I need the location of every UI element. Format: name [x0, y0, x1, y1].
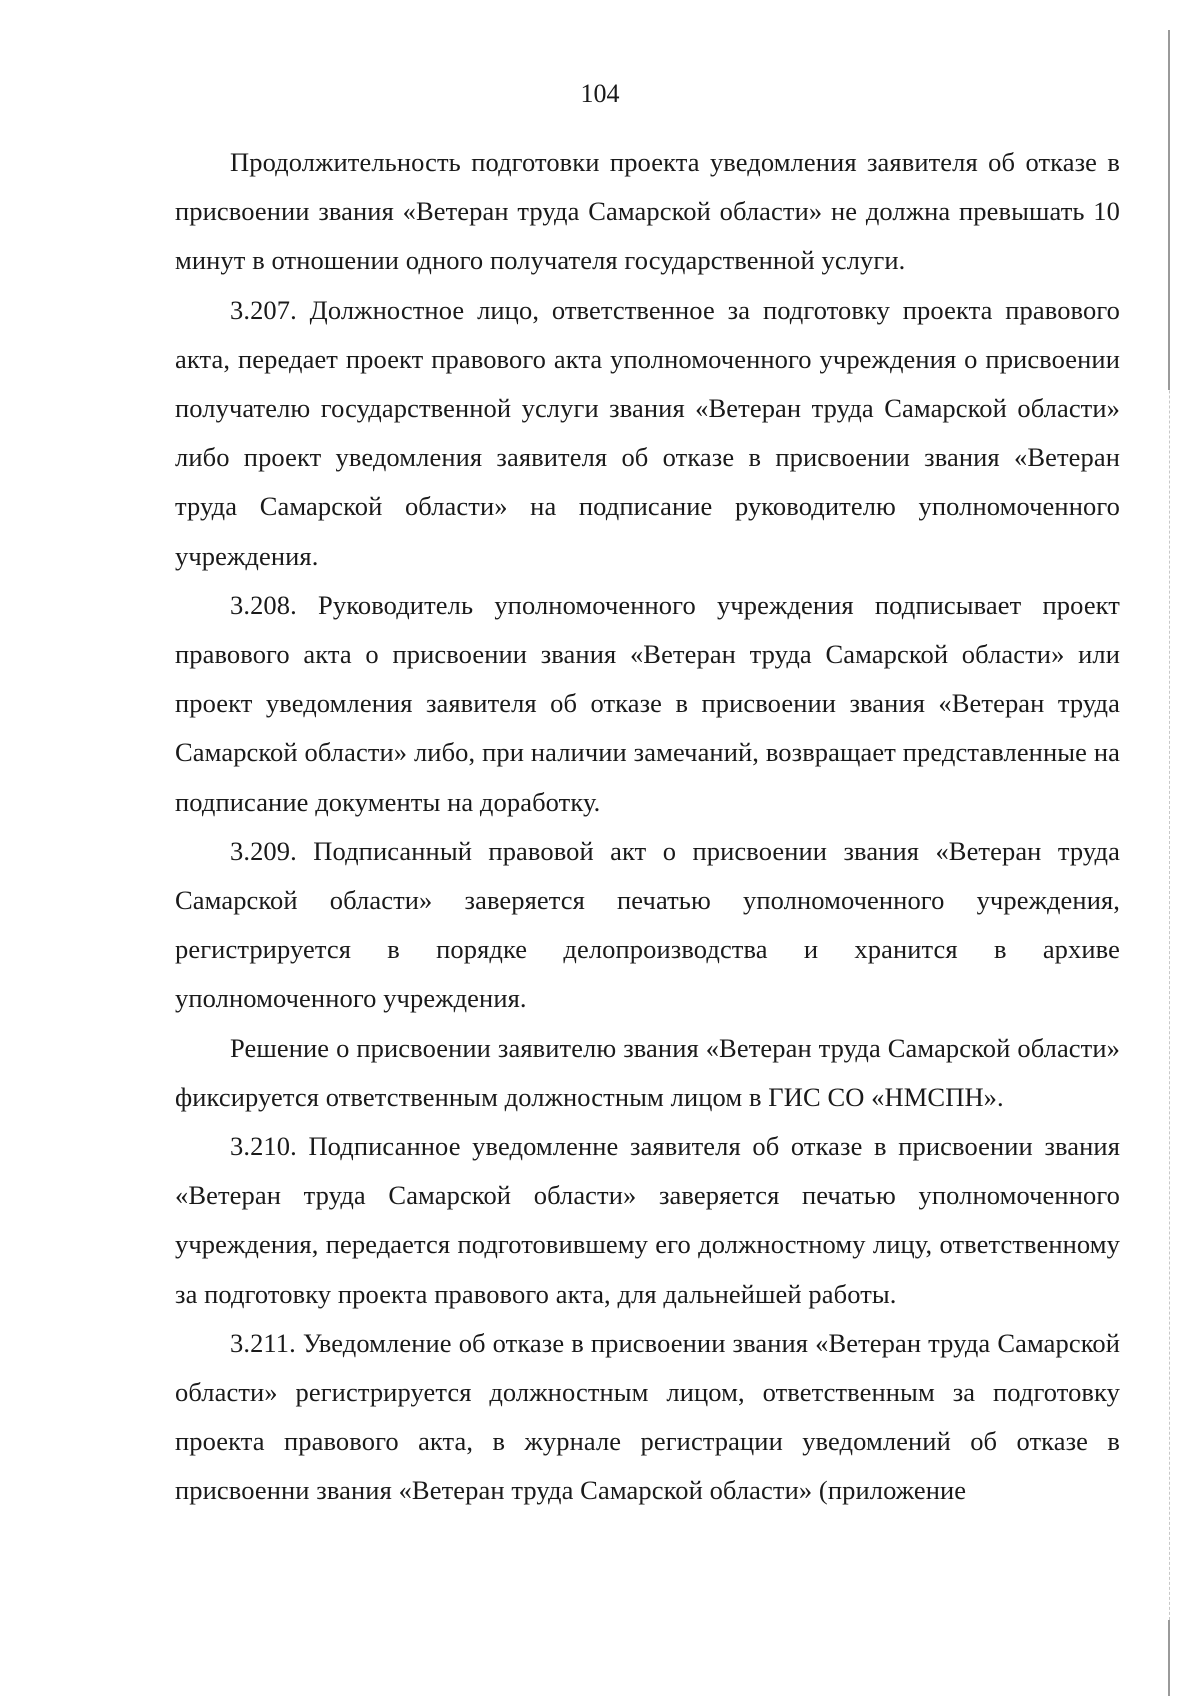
- page-number: 104: [580, 79, 620, 108]
- scan-edge-mark-bottom: [1168, 1620, 1170, 1696]
- paragraph-3-210: 3.210. Подписанное уведомленне заявителя об отказе в присвоении звания «Ветеран труда Самарской области» заверяется печатью уполномоченного учреждения, передается подготовившему его должностному лицу, ответственному за подготовку проекта правового акта, для дальнейшей работы.: [175, 1131, 1120, 1309]
- paragraph-3-207: 3.207. Должностное лицо, ответственное за подготовку проекта правового акта, передает проект правового акта уполномоченного учреждения о присвоении получателю государственной услуги звания «Ветеран труда Самарской области» либо проект уведомления заявителя об отказе в присвоении звания «Ветеран труда Самарской области» на подписание руководителю уполномоченного учреждения.: [175, 294, 1120, 571]
- paragraph-3-209: 3.209. Подписанный правовой акт о присвоении звания «Ветеран труда Самарской области» заверяется печатью уполномоченного учреждения, регистрируется в порядке делопроизводства и хранится в архиве уполномоченного учреждения.: [175, 835, 1120, 1014]
- paragraph-3-208: 3.208. Руководитель уполномоченного учреждения подписывает проект правового акта о присвоении звания «Ветеран труда Самарской области» или проект уведомления заявителя об отказе в присвоении звания «Ветеран труда Самарской области» либо, при наличии замечаний, возвращает представленные на подписание документы на доработку.: [175, 589, 1120, 817]
- paragraph-3-211: 3.211. Уведомление об отказе в присвоении звания «Ветеран труда Самарской области» регистрируется должностным лицом, ответственным за подготовку проекта правового акта, в журнале регистрации уведомлений об отказе в присвоенни звания «Ветеран труда Самарской области» (приложение: [175, 1327, 1120, 1506]
- paragraph-duration: Продолжительность подготовки проекта уведомления заявителя об отказе в присвоении звания «Ветеран труда Самарской области» не должна превышать 10 минут в отношении одного получателя государственной услуги.: [175, 147, 1120, 276]
- document-body: [175, 138, 1120, 1516]
- paragraph-decision: Решение о присвоении заявителю звания «Ветеран труда Самарской области» фиксируется ответственным должностным лицом в ГИС СО «НМСПН».: [175, 1032, 1120, 1112]
